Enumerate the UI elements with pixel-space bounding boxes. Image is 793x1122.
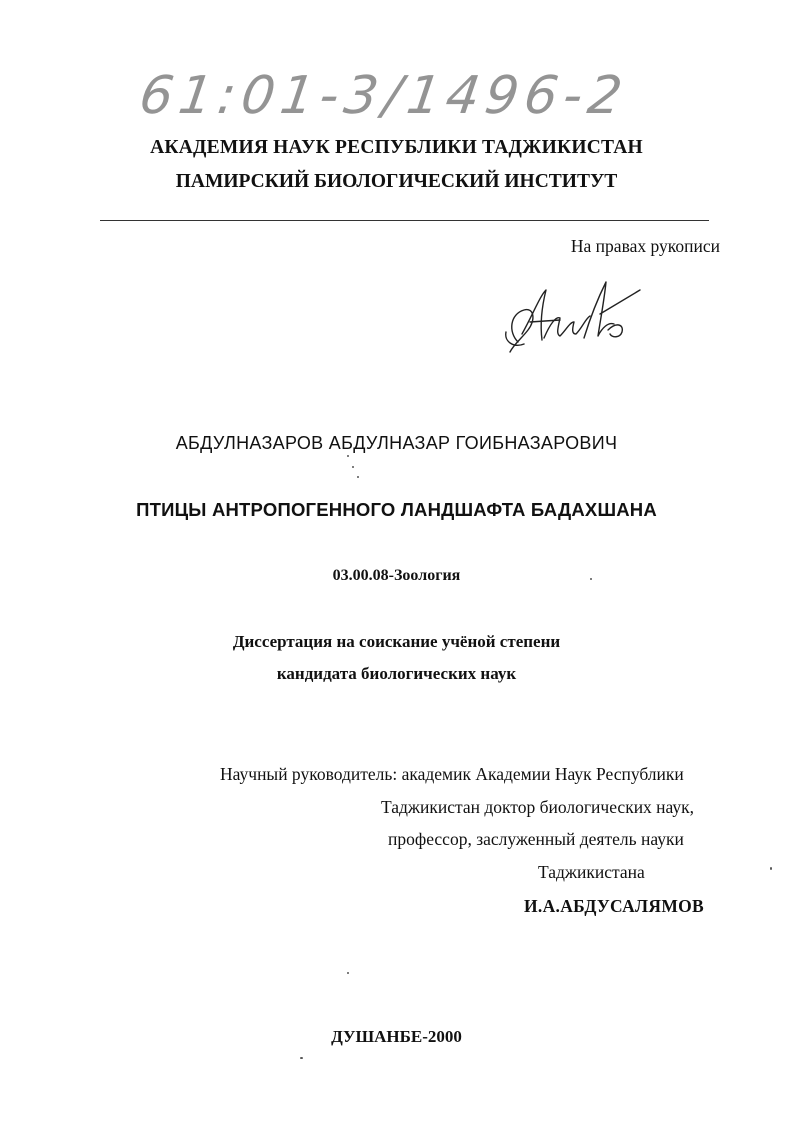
scan-speck — [347, 455, 349, 457]
city-year: ДУШАНБЕ-2000 — [331, 1027, 462, 1046]
archive-number-text: 61:01-3/1496-2 — [135, 66, 632, 126]
advisor-line-4: Таджикистана — [538, 862, 645, 882]
header-divider — [100, 220, 709, 221]
degree-line-1: Диссертация на соискание учёной степени — [232, 632, 561, 651]
scan-speck — [352, 466, 354, 468]
scan-speck — [590, 578, 592, 580]
degree-line-2: кандидата биологических наук — [276, 664, 517, 683]
advisor-line-2: Таджикистан доктор биологических наук, — [381, 797, 695, 817]
advisor-name: И.А.АБДУСАЛЯМОВ — [524, 896, 705, 916]
scan-speck — [357, 476, 359, 478]
scan-speck — [347, 972, 349, 974]
advisor-line-3: профессор, заслуженный деятель науки — [388, 829, 684, 849]
author-signature — [500, 272, 650, 357]
dissertation-title: ПТИЦЫ АНТРОПОГЕННОГО ЛАНДШАФТА БАДАХШАНА — [136, 499, 657, 520]
advisor-line-1: Научный руководитель: академик Академии Наук Республики — [220, 764, 684, 784]
author-name: АБДУЛНАЗАРОВ АБДУЛНАЗАР ГОИБНАЗАРОВИЧ — [175, 433, 618, 453]
specialty-code: 03.00.08-Зоология — [332, 567, 461, 584]
institute-heading: ПАМИРСКИЙ БИОЛОГИЧЕСКИЙ ИНСТИТУТ — [175, 171, 618, 192]
academy-heading: АКАДЕМИЯ НАУК РЕСПУБЛИКИ ТАДЖИКИСТАН — [150, 137, 643, 158]
scan-speck — [770, 867, 772, 870]
manuscript-rights-label: На правах рукописи — [570, 236, 720, 256]
scan-speck — [300, 1057, 303, 1059]
